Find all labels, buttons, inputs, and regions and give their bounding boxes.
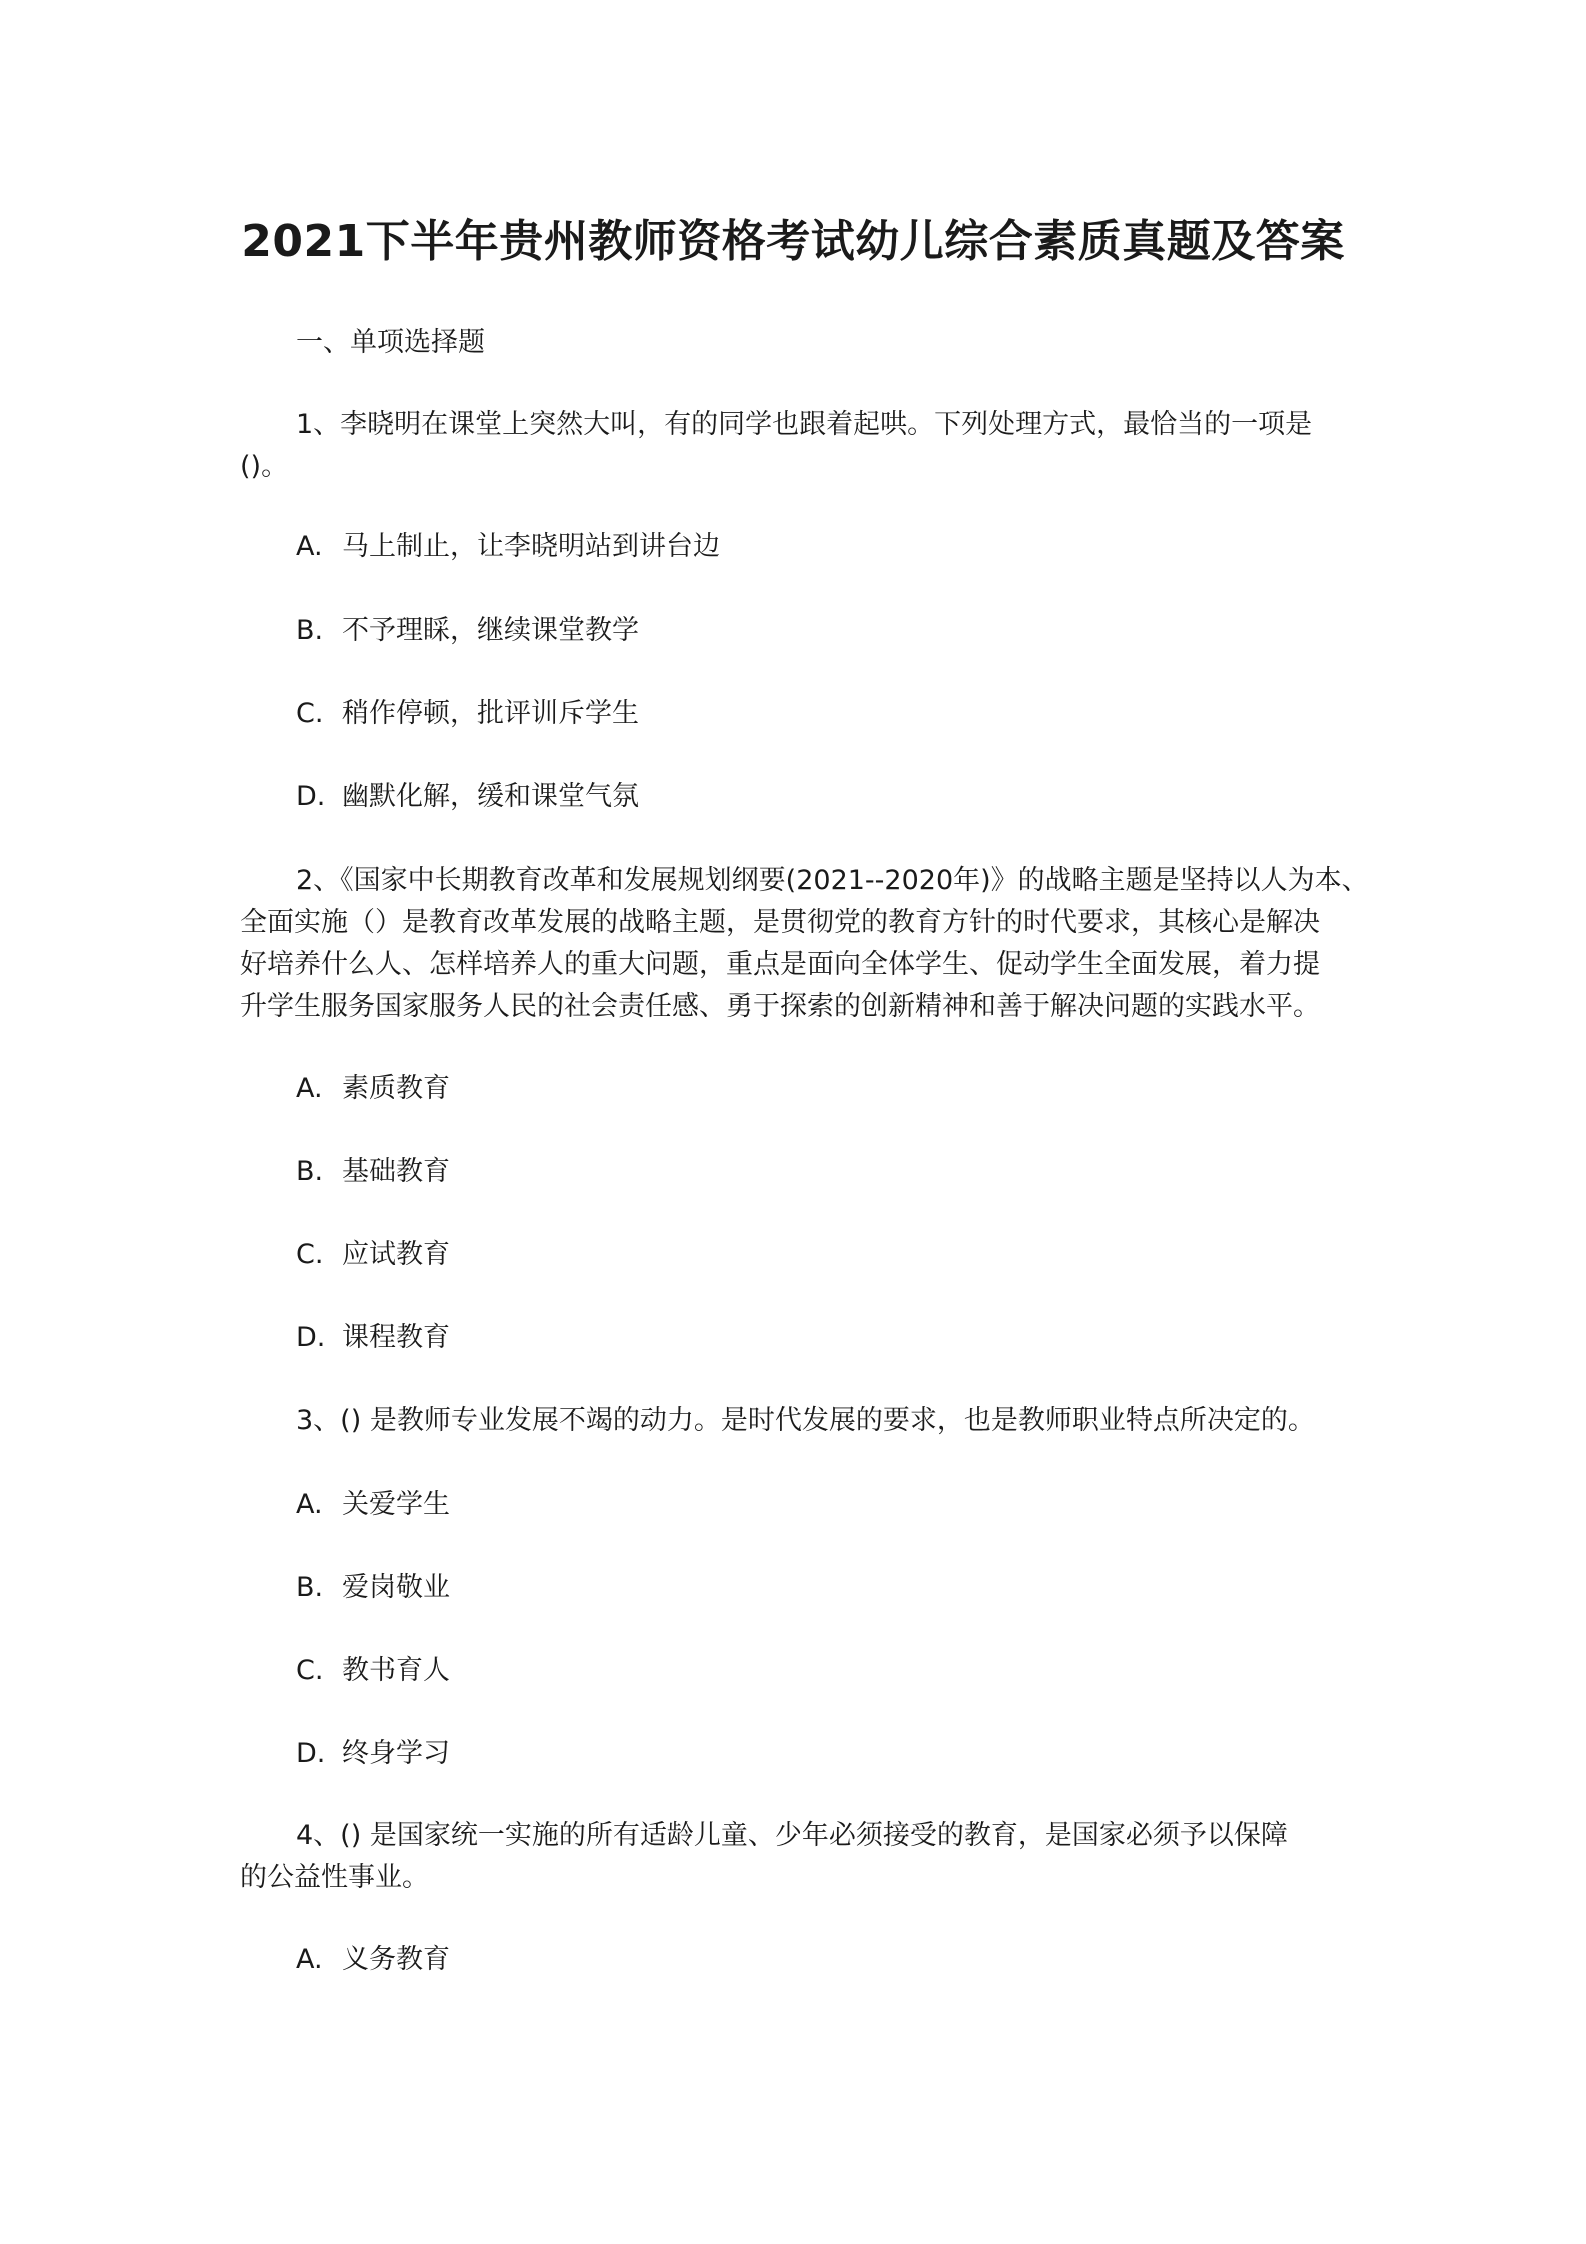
question-1-line-1: 1、李晓明在课堂上突然大叫，有的同学也跟着起哄。下列处理方式，最恰当的一项是	[296, 409, 1313, 440]
question-2-option-a	[296, 1068, 450, 1110]
question-2-option-b	[296, 1151, 450, 1193]
question-1-line-2: ()。	[240, 451, 289, 482]
option-text: 应试教育	[342, 1239, 450, 1270]
document-title: 2021下半年贵州教师资格考试幼儿综合素质真题及答案	[241, 216, 1345, 267]
question-1-option-a	[296, 526, 720, 568]
question-2-line-1: 2、《国家中长期教育改革和发展规划纲要(2021--2020年)》的战略主题是坚持以人为本、	[296, 865, 1369, 896]
option-letter: A.	[296, 1073, 323, 1104]
question-4-line-2: 的公益性事业。	[240, 1862, 429, 1893]
question-2-option-c	[296, 1234, 450, 1276]
option-letter: A.	[296, 1944, 323, 1975]
question-4-line-1: 4、() 是国家统一实施的所有适龄儿童、少年必须接受的教育，是国家必须予以保障	[296, 1820, 1288, 1851]
option-letter: B.	[296, 1156, 324, 1187]
question-1-option-c	[296, 693, 639, 735]
question-2-line-2: 全面实施（）是教育改革发展的战略主题，是贯彻党的教育方针的时代要求，其核心是解决	[240, 907, 1320, 938]
question-2-option-d	[296, 1317, 450, 1359]
option-text: 义务教育	[342, 1944, 450, 1975]
question-3-option-b	[296, 1567, 450, 1609]
question-3-option-d	[296, 1733, 450, 1775]
option-letter: C.	[296, 1239, 324, 1270]
option-text: 稍作停顿，批评训斥学生	[342, 698, 639, 729]
option-letter: D.	[296, 781, 326, 812]
option-text: 课程教育	[342, 1322, 450, 1353]
option-text: 爱岗敬业	[342, 1572, 450, 1603]
option-text: 基础教育	[342, 1156, 450, 1187]
option-text: 幽默化解，缓和课堂气氛	[342, 781, 639, 812]
option-text: 素质教育	[342, 1073, 450, 1104]
question-1-option-d	[296, 776, 639, 818]
question-3-option-a	[296, 1484, 450, 1526]
option-letter: C.	[296, 698, 324, 729]
option-text: 教书育人	[342, 1655, 450, 1686]
option-text: 不予理睬，继续课堂教学	[342, 615, 639, 646]
question-4-option-a	[296, 1939, 450, 1981]
question-2-line-4: 升学生服务国家服务人民的社会责任感、勇于探索的创新精神和善于解决问题的实践水平。	[240, 991, 1320, 1022]
section-heading: 一、单项选择题	[296, 327, 485, 358]
option-letter: B.	[296, 615, 324, 646]
option-text: 终身学习	[342, 1738, 450, 1769]
option-letter: D.	[296, 1738, 326, 1769]
option-letter: B.	[296, 1572, 324, 1603]
option-letter: D.	[296, 1322, 326, 1353]
question-3-option-c	[296, 1650, 450, 1692]
question-3-line-1: 3、() 是教师专业发展不竭的动力。是时代发展的要求，也是教师职业特点所决定的。	[296, 1405, 1315, 1436]
option-text: 关爱学生	[342, 1489, 450, 1520]
question-1-option-b	[296, 610, 639, 652]
option-letter: A.	[296, 531, 323, 562]
option-letter: A.	[296, 1489, 323, 1520]
option-text: 马上制止，让李晓明站到讲台边	[342, 531, 720, 562]
option-letter: C.	[296, 1655, 324, 1686]
question-2-line-3: 好培养什么人、怎样培养人的重大问题，重点是面向全体学生、促动学生全面发展，着力提	[240, 949, 1320, 980]
